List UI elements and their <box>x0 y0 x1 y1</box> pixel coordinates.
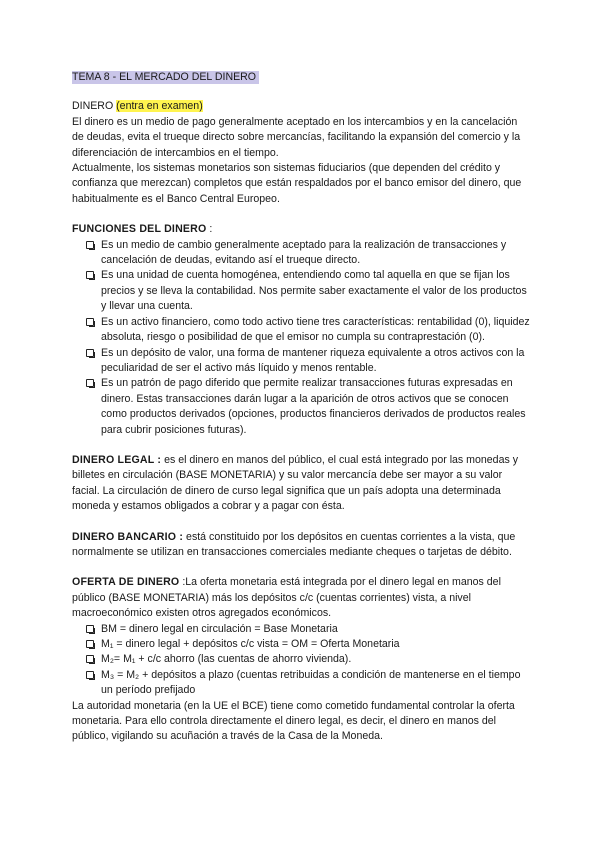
dinero-paragraph-1: El dinero es un medio de pago generalmente aceptado en los intercambios y en la cancelación de deudas, evita el trueque directo sobre mercancías, facilitando la expansión del comercio y la diferenciación de intercambios en el tiempo. <box>72 115 521 159</box>
list-item <box>86 346 530 377</box>
list-item <box>86 376 530 438</box>
checkbox-bullet-icon <box>86 640 94 648</box>
list-item <box>86 238 530 269</box>
checkbox-bullet-icon <box>86 241 94 249</box>
title-highlight: TEMA 8 - EL MERCADO DEL DINERO <box>72 71 259 84</box>
list-item <box>86 668 530 699</box>
checkbox-bullet-icon <box>86 655 94 663</box>
list-item-text: BM = dinero legal en circulación = Base Monetaria <box>101 622 338 635</box>
checkbox-bullet-icon <box>86 349 94 357</box>
funciones-heading: FUNCIONES DEL DINERO <box>72 223 207 236</box>
list-item-text: Es un depósito de valor, una forma de mantener riqueza equivalente a otros activos con la peculiaridad de ser el activo más líquido y menos rentable. <box>101 346 525 374</box>
exam-note: (entra en examen) <box>116 100 203 113</box>
list-item <box>86 637 530 652</box>
checkbox-bullet-icon <box>86 625 94 633</box>
dinero-legal-paragraph <box>72 453 530 515</box>
page-title <box>72 70 530 85</box>
funciones-list <box>72 238 530 438</box>
dinero-bancario-paragraph <box>72 530 530 561</box>
dinero-paragraph-2: Actualmente, los sistemas monetarios son sistemas fiduciarios (que dependen del crédito y confianza que merezcan) completos que están respaldados por el banco emisor del dinero, que habitualmente es el Banco Central Europeo. <box>72 162 522 205</box>
checkbox-bullet-icon <box>86 271 94 279</box>
oferta-text: :La oferta monetaria está integrada por el dinero legal en manos del público (BASE MONETARIA) más los depósitos c/c (cuentas corrientes) vista, a nivel macroeconómico existen otros agregados económicos. <box>72 576 501 620</box>
list-item-text: Es una unidad de cuenta homogénea, entendiendo como tal aquella en que se fijan los precios y se lleva la contabilidad. Nos permite saber exactamente el valor de los productos y llevar una cuenta. <box>101 269 527 313</box>
dinero-legal-text: es el dinero en manos del público, el cual está integrado por las monedas y billetes en circulación (BASE MONETARIA) y su valor mercancía debe ser mayor a su valor facial. La circulación de dinero de curso legal significa que un país adopta una determinada moneda y estamos obligados a cobrar y a pagar con ésta. <box>72 453 518 513</box>
list-item-text: Es un medio de cambio generalmente aceptado para la realización de transacciones y cancelación de deudas, evitando así el trueque directo. <box>101 238 507 267</box>
dinero-heading-line <box>72 99 530 114</box>
dinero-legal-heading: DINERO LEGAL : <box>72 453 162 466</box>
section-oferta <box>72 575 530 744</box>
document-content <box>72 70 530 745</box>
section-dinero <box>72 99 530 207</box>
checkbox-bullet-icon <box>86 318 94 326</box>
dinero-bancario-heading: DINERO BANCARIO : <box>72 530 184 543</box>
funciones-suffix: : <box>206 223 213 236</box>
list-item-text: M₁ = dinero legal + depósitos c/c vista = OM = Oferta Monetaria <box>101 638 400 650</box>
oferta-closing-paragraph: La autoridad monetaria (en la UE el BCE) tiene como cometido fundamental controlar la oferta monetaria. Para ello controla directamente el dinero legal, es decir, el dinero en manos del público, vigilando su acuñación a través de la Casa de la Moneda. <box>72 699 515 743</box>
dinero-bancario-text: está constituido por los depósitos en cuentas corrientes a la vista, que normalmente se utilizan en transacciones comerciales mediante cheques o tarjetas de débito. <box>72 530 516 558</box>
checkbox-bullet-icon <box>86 671 94 679</box>
funciones-heading-line <box>72 222 530 237</box>
list-item-text: M₃ = M₂ + depósitos a plazo (cuentas retribuidas a condición de mantenerse en el tiempo un período prefijado <box>101 668 521 697</box>
section-dinero-bancario <box>72 530 530 561</box>
list-item-text: Es un patrón de pago diferido que permite realizar transacciones futuras expresadas en dinero. Estas transacciones darán lugar a la aparición de otros activos que se conocen como productos derivados (opciones, productos financieros derivados de productos reales para cubrir posiciones futuras). <box>101 377 526 436</box>
list-item <box>86 315 530 346</box>
list-item <box>86 622 530 637</box>
agregados-list <box>72 622 530 699</box>
checkbox-bullet-icon <box>86 379 94 387</box>
list-item <box>86 652 530 667</box>
list-item <box>86 268 530 314</box>
list-item-text: M₂= M₁ + c/c ahorro (las cuentas de ahorro vivienda). <box>101 653 352 666</box>
dinero-heading: DINERO <box>72 100 114 113</box>
list-item-text: Es un activo financiero, como todo activo tiene tres características: rentabilidad (0), liquidez absoluta, riesgo o posibilidad de que el emisor no cumpla su contraprestación (0). <box>101 315 530 344</box>
section-dinero-legal <box>72 453 530 515</box>
oferta-paragraph <box>72 575 530 621</box>
oferta-heading: OFERTA DE DINERO <box>72 576 180 589</box>
section-funciones <box>72 222 530 438</box>
